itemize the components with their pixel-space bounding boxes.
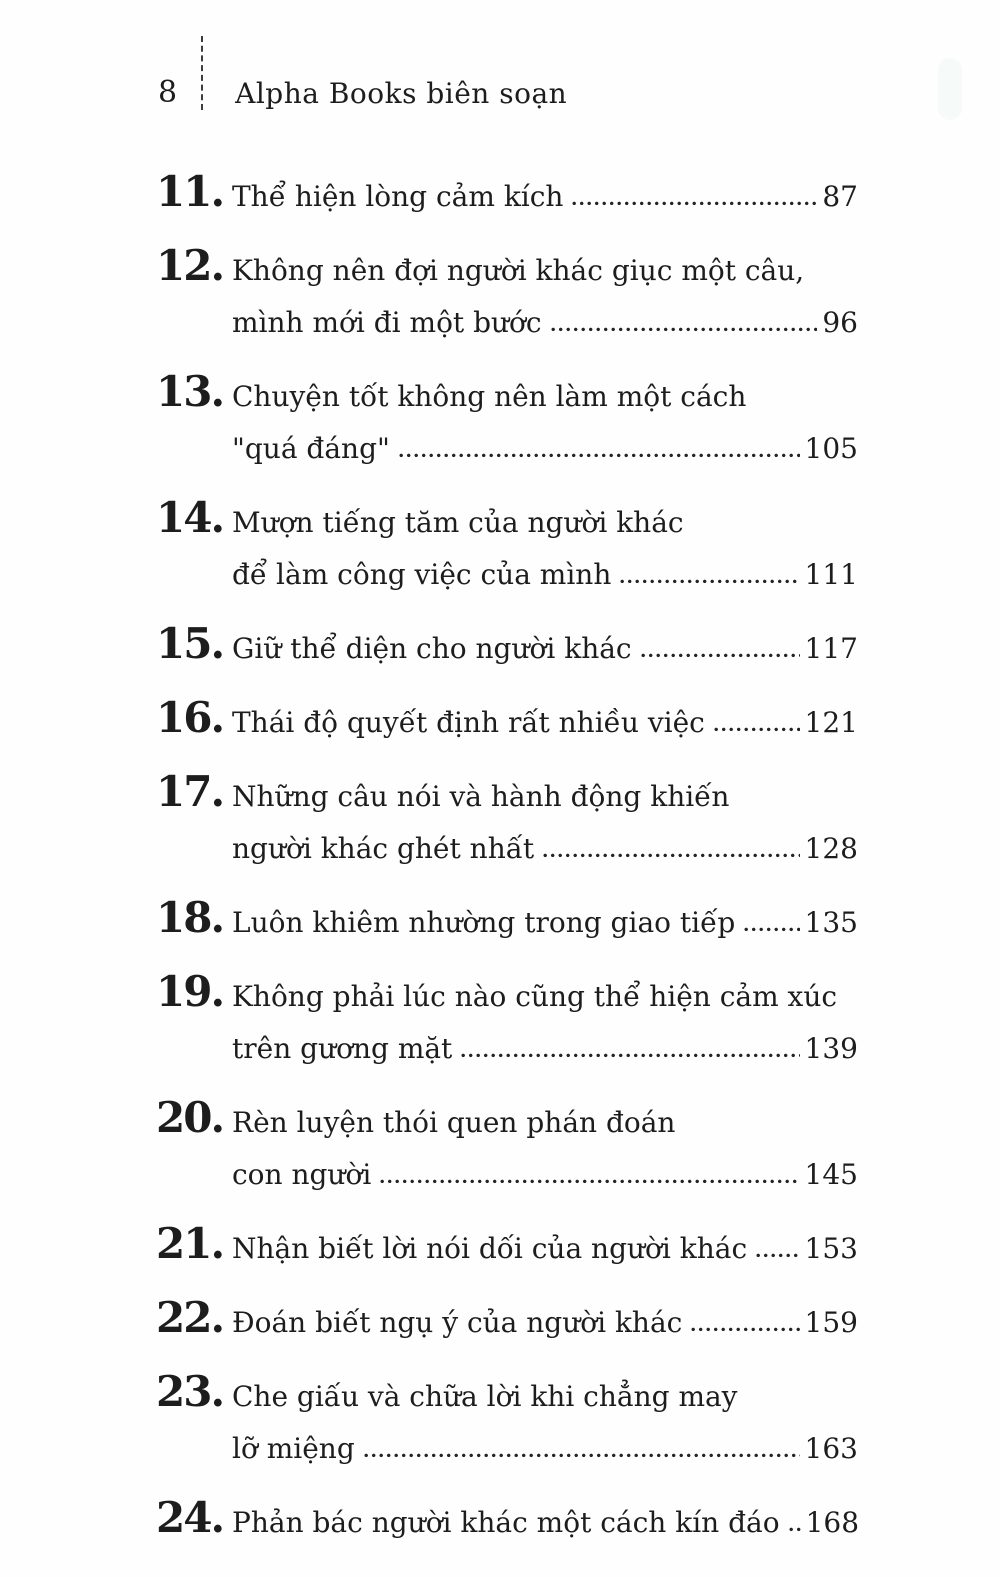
toc-entry: [156, 166, 858, 223]
toc-page-number: 105: [804, 432, 858, 465]
toc-entry: [156, 492, 858, 601]
toc-line-text: Không phải lúc nào cũng thể hiện cảm xúc: [232, 980, 838, 1013]
toc-line-text: Luôn khiêm nhường trong giao tiếp: [232, 906, 736, 939]
toc-page-number: 135: [804, 906, 858, 939]
toc-entry-number: 15.: [156, 619, 224, 668]
toc-entry-number: 21.: [156, 1219, 224, 1268]
toc-line: [232, 1297, 858, 1349]
toc-entry-body: [232, 1371, 858, 1475]
toc-line-text: Rèn luyện thói quen phán đoán: [232, 1106, 676, 1139]
toc-line: [232, 897, 858, 949]
toc-line: [232, 297, 858, 349]
toc-entry: [156, 366, 858, 475]
toc-line: [232, 1149, 858, 1201]
toc-line: [232, 245, 858, 297]
toc-entry-number: 17.: [156, 767, 224, 816]
toc-line: [232, 697, 858, 749]
toc-line: [232, 423, 858, 475]
toc-page-number: 153: [804, 1232, 858, 1265]
toc-page-number: 121: [804, 706, 858, 739]
toc-line-text: lỡ miệng: [232, 1432, 355, 1465]
dot-leader: [380, 1179, 799, 1184]
toc-page-number: 139: [804, 1032, 858, 1065]
toc-line-text: người khác ghét nhất: [232, 832, 535, 865]
dot-leader: [714, 727, 800, 732]
dot-leader: [399, 453, 800, 458]
toc-line: [232, 1023, 858, 1075]
toc-entry-body: [232, 1297, 858, 1349]
dot-leader: [620, 579, 799, 584]
dot-leader: [551, 327, 818, 332]
toc-line-text: Thái độ quyết định rất nhiều việc: [232, 706, 705, 739]
toc-line: [232, 497, 858, 549]
dot-leader: [572, 201, 817, 206]
scan-smudge: [938, 58, 962, 120]
toc-entry: [156, 892, 858, 949]
dot-leader: [691, 1327, 799, 1332]
toc-entry: [156, 1366, 858, 1475]
toc-line: [232, 371, 858, 423]
page-number: 8: [158, 75, 178, 110]
toc-entry-body: [232, 697, 858, 749]
toc-line: [232, 1097, 858, 1149]
toc-entry-number: 11.: [156, 167, 224, 216]
toc-entry-body: [232, 371, 858, 475]
toc-entry: [156, 618, 858, 675]
toc-page-number: 159: [804, 1306, 858, 1339]
toc-entry-number: 23.: [156, 1367, 224, 1416]
toc-entry-body: [232, 245, 858, 349]
toc-page-number: 87: [822, 180, 858, 213]
toc-line: [232, 1423, 858, 1475]
toc-line-text: Thể hiện lòng cảm kích: [232, 180, 564, 213]
toc-line: [232, 1497, 858, 1549]
toc-line: [232, 823, 858, 875]
toc-line: [232, 771, 858, 823]
toc-page-number: 168: [805, 1506, 860, 1539]
toc-entry-body: [232, 171, 858, 223]
toc-line-text: mình mới đi một bước: [232, 306, 542, 339]
toc-entry-body: [232, 623, 858, 675]
toc-line-text: Chuyện tốt không nên làm một cách: [232, 380, 747, 413]
toc-line-text: để làm công việc của mình: [232, 558, 612, 591]
toc-line-text: Không nên đợi người khác giục một câu,: [232, 254, 805, 287]
toc-entry-number: 14.: [156, 493, 224, 542]
dot-leader: [641, 653, 800, 658]
toc-entry-body: [232, 971, 858, 1075]
dot-leader: [461, 1053, 799, 1058]
dot-leader: [364, 1453, 800, 1458]
dot-leader: [756, 1253, 799, 1258]
toc-entry-number: 12.: [156, 241, 224, 290]
dot-leader: [789, 1527, 801, 1532]
toc-entry: [156, 692, 858, 749]
toc-entry-number: 13.: [156, 367, 224, 416]
toc-entry-number: 24.: [156, 1493, 224, 1542]
toc-entry: [156, 1492, 858, 1549]
toc-entry: [156, 1092, 858, 1201]
toc-line-text: Giữ thể diện cho người khác: [232, 632, 632, 665]
toc-page-number: 128: [804, 832, 858, 865]
toc-line-text: "quá đáng": [232, 432, 390, 465]
toc-line-text: Đoán biết ngụ ý của người khác: [232, 1306, 683, 1339]
dot-leader: [543, 853, 799, 858]
toc-entry-number: 18.: [156, 893, 224, 942]
toc-entry-body: [232, 1497, 858, 1549]
toc-entry: [156, 1218, 858, 1275]
page-header: [0, 0, 1000, 110]
toc-entry-number: 20.: [156, 1093, 224, 1142]
toc-entry-body: [232, 1223, 858, 1275]
toc-line-text: Che giấu và chữa lời khi chẳng may: [232, 1380, 738, 1413]
toc-entry: [156, 766, 858, 875]
toc-page-number: 163: [804, 1432, 858, 1465]
toc-line-text: trên gương mặt: [232, 1032, 453, 1065]
toc-entry-body: [232, 497, 858, 601]
toc-page-number: 145: [804, 1158, 858, 1191]
toc-entry-number: 22.: [156, 1293, 224, 1342]
toc-line-text: Nhận biết lời nói dối của người khác: [232, 1232, 748, 1265]
toc-entry-body: [232, 897, 858, 949]
toc-page-number: 117: [804, 632, 858, 665]
toc-page-number: 96: [822, 306, 858, 339]
toc-entry: [156, 240, 858, 349]
toc-entry: [156, 1292, 858, 1349]
toc-line: [232, 1371, 858, 1423]
dot-leader: [744, 927, 799, 932]
toc-line: [232, 971, 858, 1023]
toc-entry-body: [232, 1097, 858, 1201]
running-title: Alpha Books biên soạn: [235, 77, 568, 110]
toc-line: [232, 623, 858, 675]
toc-line-text: Mượn tiếng tăm của người khác: [232, 506, 684, 539]
toc-line: [232, 171, 858, 223]
toc-entry-body: [232, 771, 858, 875]
toc-line: [232, 549, 858, 601]
toc-page-number: 111: [804, 558, 858, 591]
toc-list: [0, 110, 1000, 1549]
toc-entry-number: 16.: [156, 693, 224, 742]
header-divider: [201, 36, 203, 110]
toc-line-text: Phản bác người khác một cách kín đáo: [232, 1506, 780, 1539]
toc-line-text: Những câu nói và hành động khiến: [232, 780, 730, 813]
toc-line-text: con người: [232, 1158, 372, 1191]
toc-entry-number: 19.: [156, 967, 224, 1016]
toc-line: [232, 1223, 858, 1275]
toc-entry: [156, 966, 858, 1075]
